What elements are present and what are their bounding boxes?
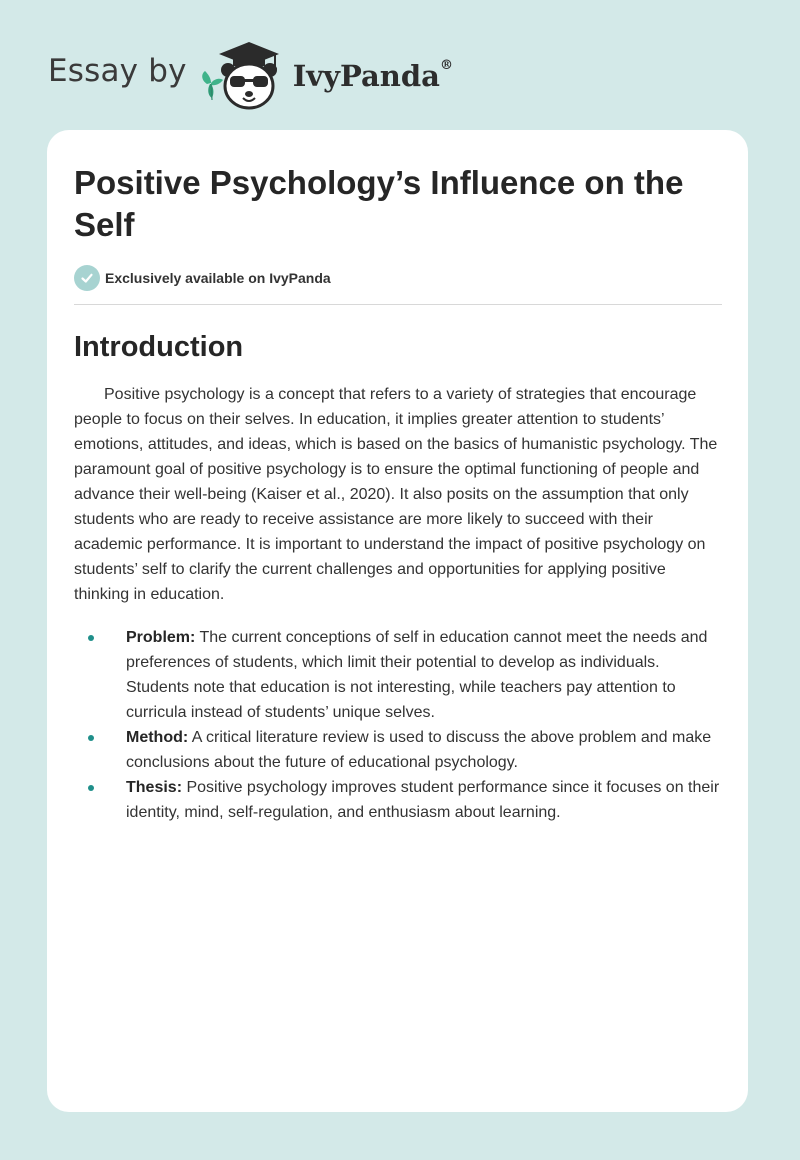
- bullet-text: Positive psychology improves student performance since it focuses on their identity, mind, self-regulation, and enthusiasm about learning.: [126, 779, 720, 821]
- exclusive-label: Exclusively available on IvyPanda: [105, 270, 331, 286]
- essay-card: [47, 130, 748, 1112]
- registered-mark: ®: [439, 58, 453, 74]
- bullet-item-method: [74, 725, 722, 775]
- bullet-label: Method:: [126, 729, 189, 746]
- divider: [74, 304, 722, 305]
- page-title: Positive Psychology’s Influence on the Self: [74, 164, 684, 243]
- ivy-leaf-icon: [202, 71, 223, 100]
- exclusive-badge: [74, 264, 722, 292]
- bullet-dot: [88, 635, 94, 641]
- bullet-label: Thesis:: [126, 779, 183, 796]
- brand-name: [293, 59, 453, 93]
- bullet-list: [74, 625, 722, 825]
- site-header: [48, 34, 453, 114]
- bullet-dot: [88, 785, 94, 791]
- check-icon: [74, 265, 100, 291]
- bullet-label: Problem:: [126, 629, 196, 646]
- bullet-text: A critical literature review is used to discuss the above problem and make conclusions about the future of educational psychology.: [126, 729, 712, 771]
- bullet-text: The current conceptions of self in education cannot meet the needs and preferences of students, which limit their potential to develop as individuals. Students note that education is not interesting, while teachers pay attention to curricula instead of students’ unique selves.: [126, 629, 708, 721]
- essay-by-label: Essay by: [48, 53, 187, 89]
- bullet-dot: [88, 735, 94, 741]
- section-heading-introduction: Introduction: [74, 331, 244, 363]
- brand-text: IvyPanda: [292, 59, 440, 93]
- bullet-item-thesis: [74, 775, 722, 825]
- bullet-item-problem: [74, 625, 722, 725]
- intro-paragraph: Positive psychology is a concept that refers to a variety of strategies that encourage people to focus on their selves. In education, it implies greater attention to students’ emotions, attitudes, and ideas, which is based on the basics of humanistic psychology. The paramount goal of positive psychology is to ensure the optimal functioning of people and advance their well-being (Kaiser et al., 2020). It also posits on the assumption that only students who are ready to receive assistance are more likely to succeed with their academic performance. It is important to understand the impact of positive psychology on students’ self to clarify the current challenges and opportunities for applying positive thinking in education.: [74, 386, 718, 603]
- panda-logo-icon[interactable]: [199, 34, 291, 114]
